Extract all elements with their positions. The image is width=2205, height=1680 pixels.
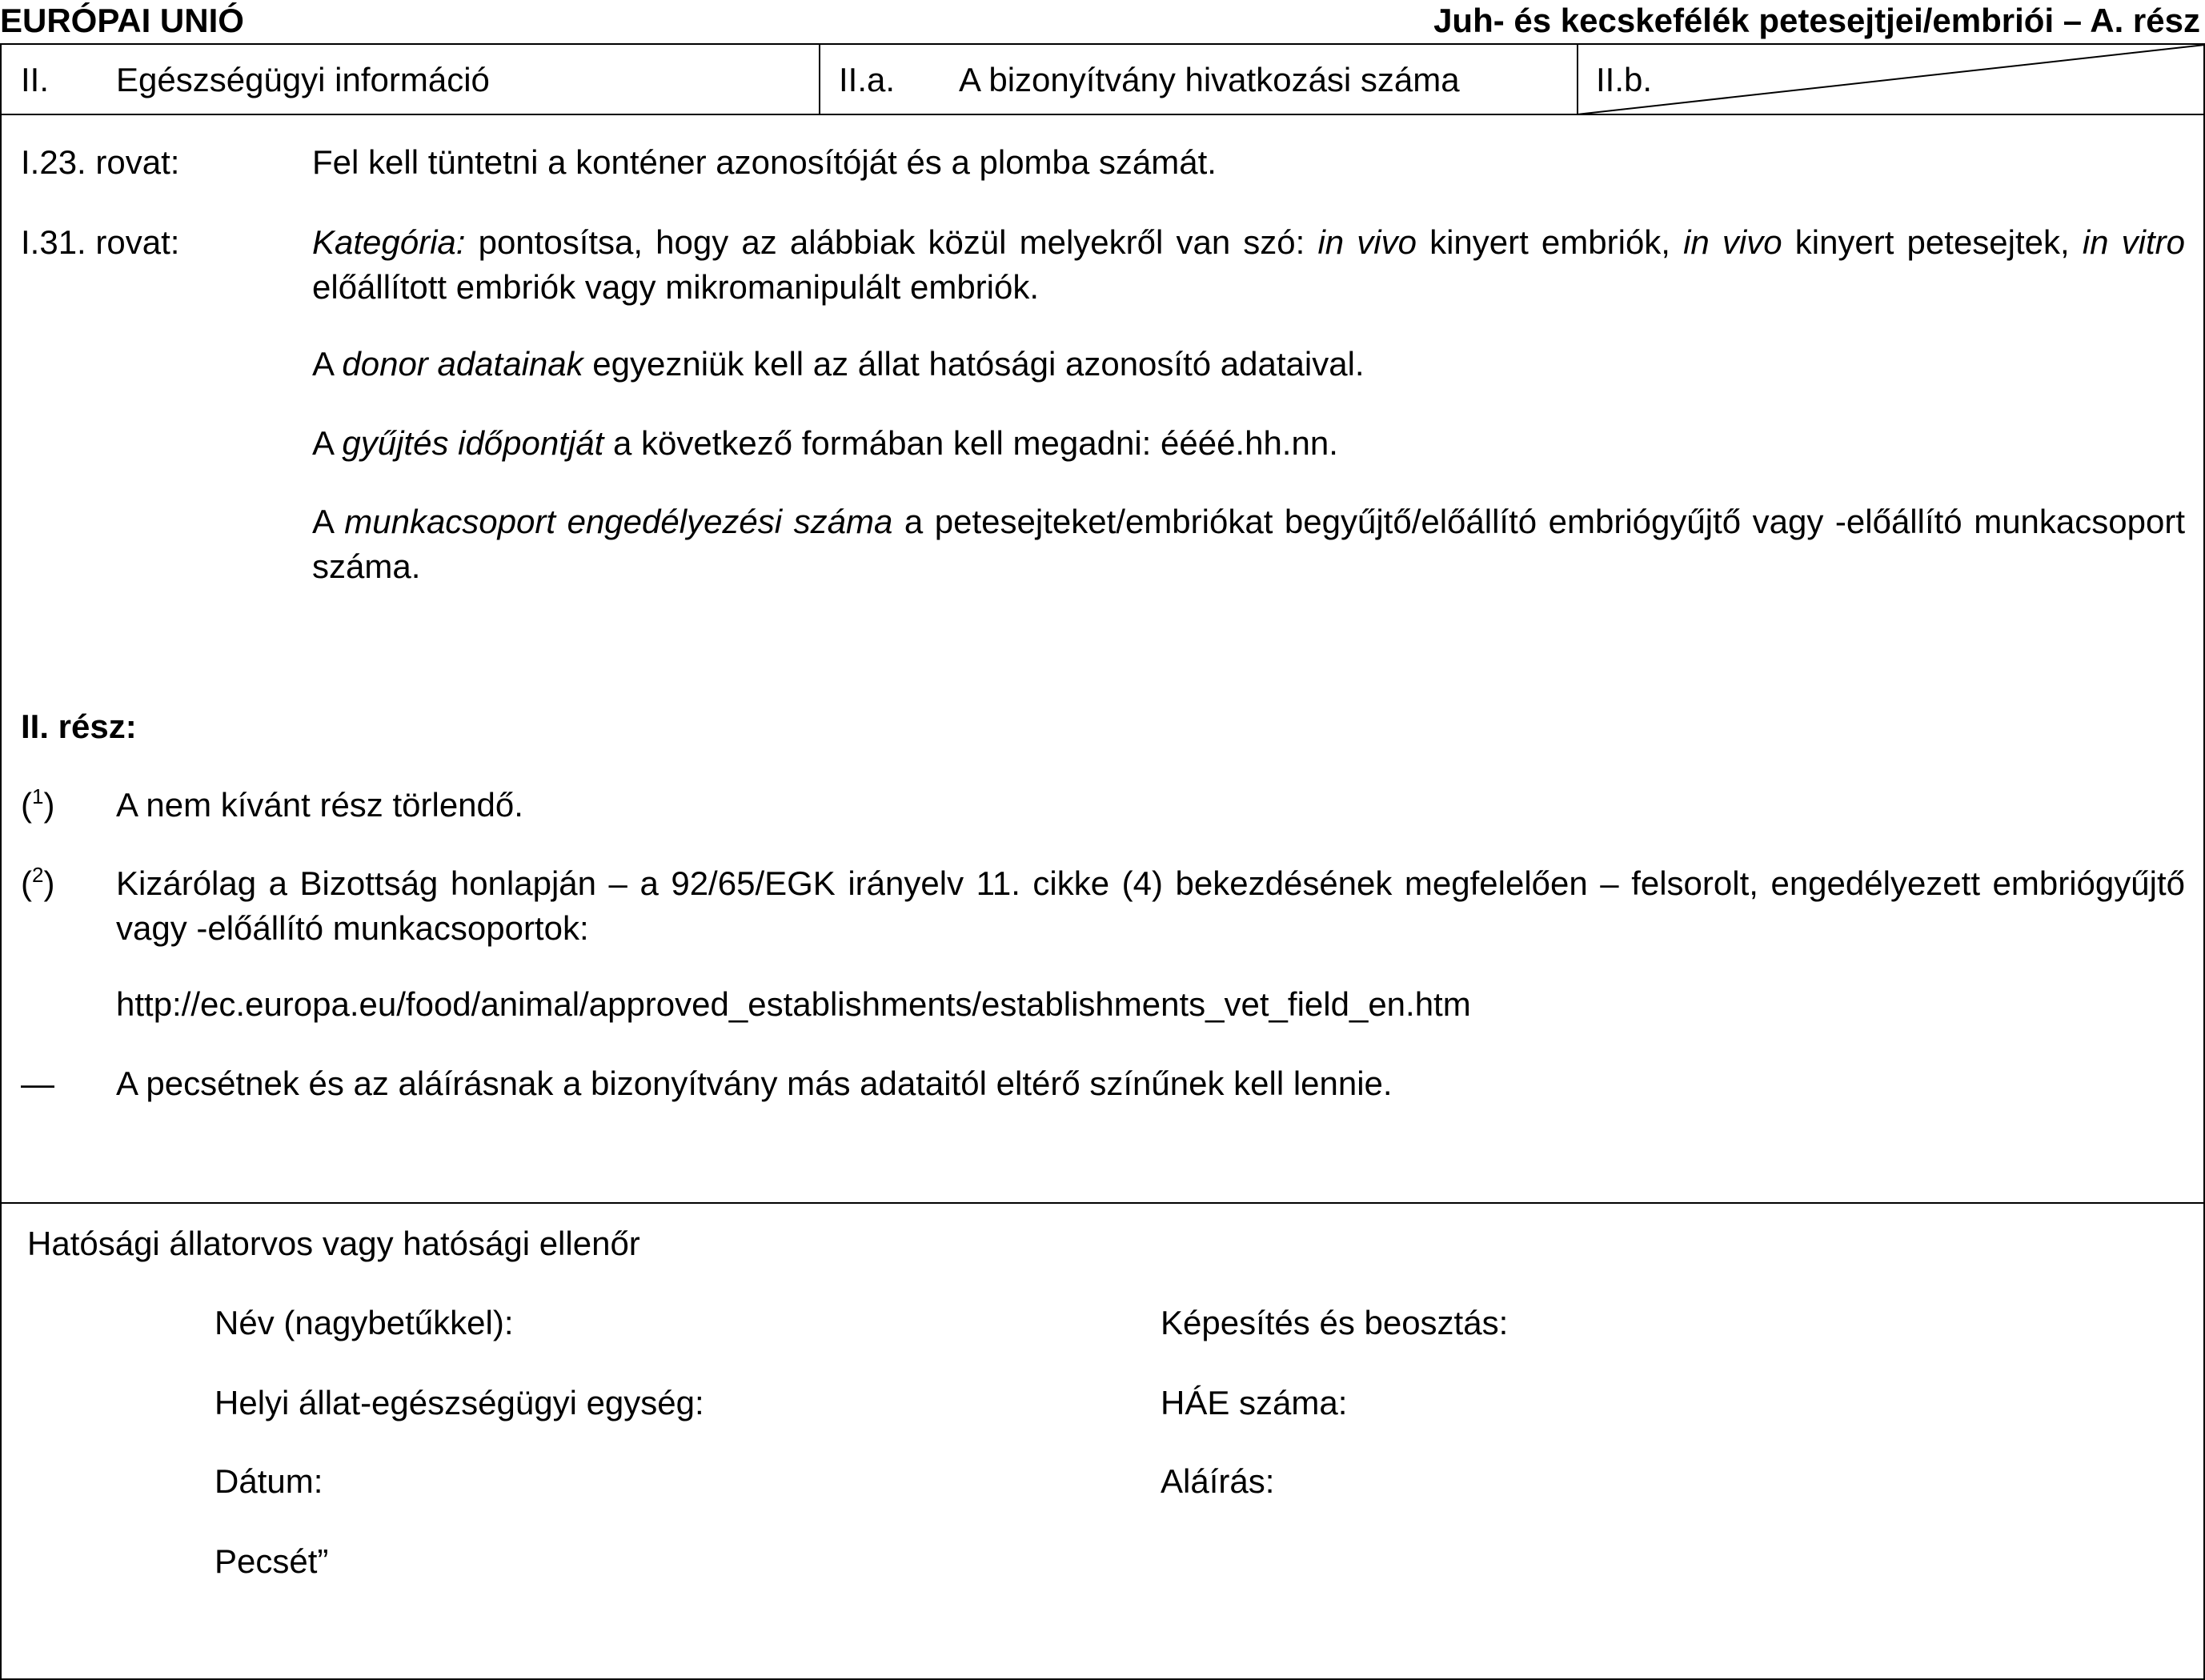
i23-text: Fel kell tüntetni a konténer azonosítóját és a plomba számát. <box>312 143 1217 181</box>
dash-marker: — <box>21 1065 54 1102</box>
signature-block-title: Hatósági állatorvos vagy hatósági ellenőr <box>27 1225 640 1262</box>
header-left: EURÓPAI UNIÓ <box>0 2 244 39</box>
i31-category-text: Kategória: pontosítsa, hogy az alábbiak közül melyekről van szó: in vivo kinyert embriók, in vivo kinyert petesejtek, in vitro előállított embriók vagy mikromanipulált embriók. <box>312 223 2185 306</box>
footnote-1-text: A nem kívánt rész törlendő. <box>116 786 523 824</box>
i31-label: I.31. rovat: <box>21 223 180 261</box>
local-unit-field-label: Helyi állat-egészségügyi egység: <box>214 1384 704 1421</box>
diagonal-line <box>1577 43 2205 115</box>
part2-title: II. rész: <box>21 708 137 745</box>
stamp-field-label: Pecsét” <box>214 1542 329 1580</box>
footnote-1-marker: ($^1$) <box>21 784 55 824</box>
stamp-colour-note: A pecsétnek és az aláírásnak a bizonyítvány más adataitól eltérő színűnek kell lennie. <box>116 1065 1393 1102</box>
name-field-label: Név (nagybetűkkel): <box>214 1304 514 1341</box>
reference-number-label: II.a. <box>839 61 896 98</box>
qualification-field-label: Képesítés és beosztás: <box>1161 1304 1509 1341</box>
signature-field-label: Aláírás: <box>1161 1462 1275 1500</box>
collection-date-text: A gyűjtés időpontját a következő formában kell megadni: éééé.hh.nn. <box>312 424 1338 462</box>
footnote-2-text: Kizárólag a Bizottság honlapján – a 92/65/EGK irányelv 11. cikke (4) bekezdésének megfelelően – felsorolt, engedélyezett embriógyűjtő vagy -előállító munkacsoportok: <box>116 864 2185 947</box>
date-field-label: Dátum: <box>214 1462 323 1500</box>
footnote-2-marker: ($^2$) <box>21 863 55 902</box>
section-number: II. <box>21 61 50 98</box>
hae-number-field-label: HÁE száma: <box>1161 1384 1348 1421</box>
donor-text: A donor adatainak egyezniük kell az állat hatósági azonosító adataival. <box>312 345 1365 383</box>
header-right: Juh- és kecskefélék petesejtjei/embriói – A. rész <box>1433 2 2200 39</box>
team-approval-text: A munkacsoport engedélyezési száma a petesejteket/embriókat begyűjtő/előállító embriógyűjtő vagy -előállító munkacsoport száma. <box>312 503 2185 585</box>
i23-label: I.23. rovat: <box>21 143 180 181</box>
iib-label: II.b. <box>1596 61 1653 98</box>
approved-establishments-url[interactable]: http://ec.europa.eu/food/animal/approved_establishments/establishments_vet_field_en.htm <box>116 985 1471 1023</box>
section-title: Egészségügyi információ <box>116 61 490 98</box>
reference-number-title: A bizonyítvány hivatkozási száma <box>959 61 1460 98</box>
